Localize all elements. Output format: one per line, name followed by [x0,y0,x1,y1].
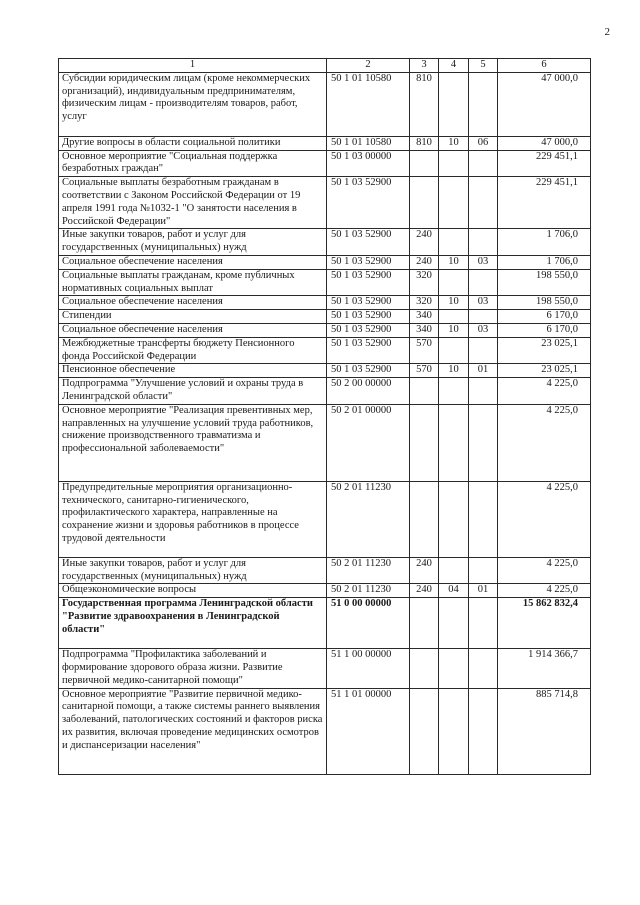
table-row [59,296,591,310]
row-code: 50 2 01 11230 [327,584,410,598]
row-amount: 23 025,1 [498,364,591,378]
row-col-3 [410,598,439,649]
table-row [59,269,591,296]
row-name: Стипендии [59,310,327,324]
header-cell-5: 5 [469,59,498,73]
row-col-4 [439,598,469,649]
row-col-5: 01 [469,364,498,378]
row-col-4 [439,688,469,774]
header-cell-6: 6 [498,59,591,73]
table-row [59,255,591,269]
row-col-4 [439,229,469,256]
row-col-5 [469,337,498,364]
table-row [59,584,591,598]
row-col-4 [439,404,469,481]
row-col-4 [439,378,469,405]
row-code: 50 2 01 00000 [327,404,410,481]
table-row [59,404,591,481]
table-row [59,557,591,584]
table-row [59,72,591,136]
row-name: Предупредительные мероприятия организационно-технического, санитарно-гигиенического, профилактического характера, направленные на сохранение жизни и здоровья работников в процессе трудовой деятельности [59,481,327,557]
table-row [59,364,591,378]
row-name: Социальные выплаты гражданам, кроме публичных нормативных социальных выплат [59,269,327,296]
row-col-4: 10 [439,296,469,310]
row-col-4 [439,481,469,557]
row-col-4: 10 [439,364,469,378]
header-cell-3: 3 [410,59,439,73]
row-col-3 [410,150,439,177]
row-col-5 [469,557,498,584]
row-col-5 [469,598,498,649]
table-row [59,323,591,337]
row-code: 50 2 01 11230 [327,481,410,557]
row-amount: 4 225,0 [498,378,591,405]
row-amount: 198 550,0 [498,269,591,296]
row-code: 50 1 01 10580 [327,136,410,150]
row-name: Социальное обеспечение населения [59,296,327,310]
row-col-4 [439,72,469,136]
row-amount: 4 225,0 [498,584,591,598]
table-row [59,229,591,256]
row-amount: 47 000,0 [498,72,591,136]
row-name: Пенсионное обеспечение [59,364,327,378]
row-name: Иные закупки товаров, работ и услуг для государственных (муниципальных) нужд [59,557,327,584]
row-name: Общеэкономические вопросы [59,584,327,598]
header-cell-4: 4 [439,59,469,73]
row-col-4 [439,337,469,364]
row-code: 51 1 00 00000 [327,649,410,688]
table-row [59,136,591,150]
row-code: 50 2 01 11230 [327,557,410,584]
table-row [59,649,591,688]
row-amount: 6 170,0 [498,323,591,337]
row-code: 50 1 03 00000 [327,150,410,177]
row-col-3: 240 [410,557,439,584]
row-col-5: 01 [469,584,498,598]
row-name: Основное мероприятие "Реализация превентивных мер, направленных на улучшение условий труда работников, снижение производственного травматизма и профессиональной заболеваемости" [59,404,327,481]
row-code: 50 1 01 10580 [327,72,410,136]
table-row [59,378,591,405]
row-col-5 [469,404,498,481]
row-code: 50 2 00 00000 [327,378,410,405]
row-code: 50 1 03 52900 [327,364,410,378]
row-col-4 [439,557,469,584]
row-col-5 [469,269,498,296]
row-col-4: 10 [439,136,469,150]
row-col-4 [439,269,469,296]
row-col-5 [469,688,498,774]
row-amount: 1 706,0 [498,255,591,269]
header-cell-2: 2 [327,59,410,73]
row-col-5 [469,150,498,177]
row-col-5 [469,378,498,405]
row-col-5 [469,310,498,324]
row-amount: 15 862 832,4 [498,598,591,649]
row-code: 50 1 03 52900 [327,323,410,337]
row-col-3: 320 [410,296,439,310]
row-amount: 885 714,8 [498,688,591,774]
row-col-4: 10 [439,323,469,337]
row-name: Основное мероприятие "Развитие первичной медико-санитарной помощи, а также системы раннего выявления заболеваний, патологических состояний и факторов риска их развития, включая проведение медицинских осмотров и диспансеризации населения" [59,688,327,774]
row-name: Подпрограмма "Профилактика заболеваний и формирование здорового образа жизни. Развитие первичной медико-санитарной помощи" [59,649,327,688]
table-row [59,337,591,364]
row-col-3: 240 [410,229,439,256]
table-row [59,688,591,774]
row-col-3: 810 [410,136,439,150]
row-col-5: 03 [469,296,498,310]
table-row [59,481,591,557]
header-cell-1: 1 [59,59,327,73]
row-name: Основное мероприятие "Социальная поддержка безработных граждан" [59,150,327,177]
row-col-5 [469,177,498,229]
row-col-3: 570 [410,364,439,378]
row-col-3: 320 [410,269,439,296]
row-code: 50 1 03 52900 [327,177,410,229]
row-col-4 [439,649,469,688]
table-row [59,150,591,177]
row-col-4: 10 [439,255,469,269]
row-amount: 1 706,0 [498,229,591,256]
row-col-3: 810 [410,72,439,136]
row-col-3 [410,481,439,557]
row-code: 51 0 00 00000 [327,598,410,649]
row-col-3: 240 [410,255,439,269]
row-col-3 [410,649,439,688]
row-col-3 [410,177,439,229]
row-code: 50 1 03 52900 [327,310,410,324]
row-col-4 [439,150,469,177]
row-amount: 229 451,1 [498,177,591,229]
row-col-5: 03 [469,323,498,337]
page-number: 2 [604,26,610,38]
budget-table [58,58,591,775]
row-col-5 [469,229,498,256]
row-code: 50 1 03 52900 [327,296,410,310]
row-col-3: 340 [410,323,439,337]
row-name: Государственная программа Ленинградской области "Развитие здравоохранения в Ленинградской области" [59,598,327,649]
row-name: Межбюджетные трансферты бюджету Пенсионного фонда Российской Федерации [59,337,327,364]
row-amount: 47 000,0 [498,136,591,150]
row-col-4 [439,310,469,324]
row-col-5: 03 [469,255,498,269]
row-amount: 4 225,0 [498,481,591,557]
row-col-5: 06 [469,136,498,150]
row-col-5 [469,72,498,136]
row-amount: 4 225,0 [498,557,591,584]
row-amount: 229 451,1 [498,150,591,177]
row-code: 50 1 03 52900 [327,337,410,364]
table-row [59,177,591,229]
row-name: Другие вопросы в области социальной политики [59,136,327,150]
row-col-3 [410,378,439,405]
table-row [59,598,591,649]
row-name: Социальные выплаты безработным гражданам в соответствии с Законом Российской Федерации от 19 апреля 1991 года №1032-1 "О занятости населения в Российской Федерации" [59,177,327,229]
row-col-4: 04 [439,584,469,598]
row-code: 50 1 03 52900 [327,229,410,256]
row-code: 50 1 03 52900 [327,269,410,296]
row-name: Социальное обеспечение населения [59,255,327,269]
header-row [59,59,591,73]
table-row [59,310,591,324]
row-name: Иные закупки товаров, работ и услуг для государственных (муниципальных) нужд [59,229,327,256]
row-code: 51 1 01 00000 [327,688,410,774]
row-amount: 4 225,0 [498,404,591,481]
row-col-3 [410,688,439,774]
row-col-5 [469,649,498,688]
row-col-3 [410,404,439,481]
row-col-3: 340 [410,310,439,324]
row-code: 50 1 03 52900 [327,255,410,269]
row-col-3: 240 [410,584,439,598]
row-col-3: 570 [410,337,439,364]
row-name: Подпрограмма "Улучшение условий и охраны труда в Ленинградской области" [59,378,327,405]
row-col-5 [469,481,498,557]
row-name: Социальное обеспечение населения [59,323,327,337]
row-name: Субсидии юридическим лицам (кроме некоммерческих организаций), индивидуальным предпринимателям, физическим лицам - производителям товаров, работ, услуг [59,72,327,136]
row-amount: 23 025,1 [498,337,591,364]
row-amount: 1 914 366,7 [498,649,591,688]
row-amount: 198 550,0 [498,296,591,310]
row-amount: 6 170,0 [498,310,591,324]
row-col-4 [439,177,469,229]
